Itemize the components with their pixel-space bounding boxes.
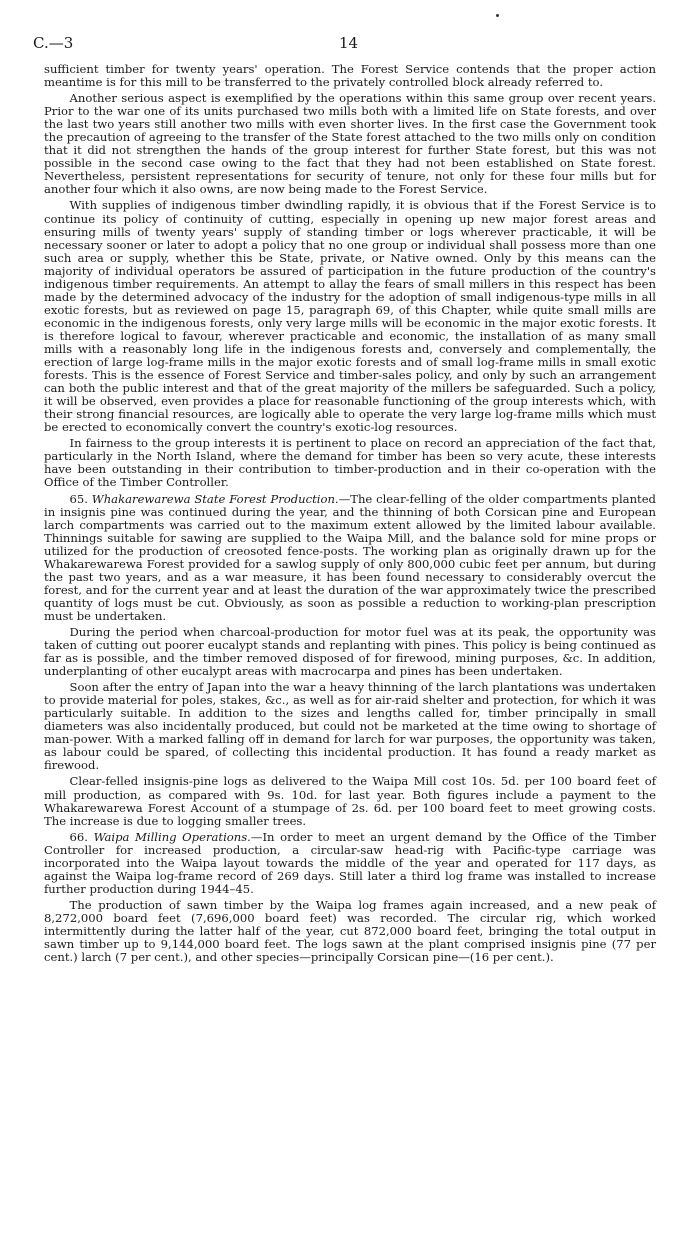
paragraph: Soon after the entry of Japan into the war a heavy thinning of the larch plantations was undertaken to provide material for poles, stakes, &c., as well as for air-raid shelter and protection, for which it was particularly suitable. In addition to the sizes and lengths called for, timber principally in small diameters was also incidentally produced, but could not be marketed at the time owing to shortage of man-power. With a marked falling off in demand for larch for war purposes, the opportunity was taken, as labour could be spared, of collecting this incidental production. It has found a ready market as firewood. <box>44 680 656 773</box>
body-text <box>44 63 656 967</box>
section-number: 65. <box>69 491 88 506</box>
paragraph: In fairness to the group interests it is pertinent to place on record an appreciation of the fact that, particularly in the North Island, where the demand for timber has been so very acute, these interests have been outstanding in their contribution to timber-production and in their co-operation with the Office of the Timber Controller. <box>44 436 656 490</box>
section-paragraph: 65. Whakarewarewa State Forest Production.—The clear-felling of the older compartments planted in insignis pine was continued during the year, and the thinning of both Corsican pine and European larch compartments was carried out to the maximum extent allowed by the limited labour available. Thinnings suitable for sawing are supplied to the Waipa Mill, and the balance sold for mine props or utilized for the production of creosoted fence-posts. The working plan as originally drawn up for the Whakarewarewa Forest provided for a sawlog supply of only 800,000 cubic feet per annum, but during the past two years, and as a war measure, it has been found necessary to considerably overcut the forest, and for the current year and at least the duration of the war approximately twice the prescribed quantity of logs must be cut. Obviously, as soon as possible a reduction to working-plan prescription must be undertaken. <box>44 491 656 623</box>
document-reference: C.—3 <box>33 34 74 52</box>
scan-speck <box>496 14 499 17</box>
paragraph: sufficient timber for twenty years' operation. The Forest Service contends that the proper action meantime is for this mill to be transferred to the privately controlled block already referred to. <box>44 62 656 90</box>
section-title: Waipa Milling Operations. <box>93 829 251 844</box>
paragraph: Another serious aspect is exemplified by the operations within this same group over recent years. Prior to the war one of its units purchased two mills both with a limited life on State forests, and over the last two years still another two mills with even shorter lives. In the first case the Government took the precaution of agreeing to the transfer of the State forest attached to the two mills only on condition that it did not strengthen the hands of the group interest for further State forest, but this was not possible in the second case owing to the fact that they had not been established on State forest. Nevertheless, persistent representations for security of tenure, not only for these four mills but for another four which it also owns, are now being made to the Forest Service. <box>44 91 656 197</box>
section-paragraph: 66. Waipa Milling Operations.—In order to meet an urgent demand by the Office of the Timber Controller for increased production, a circular-saw head-rig with Pacific-type carriage was incorporated into the Waipa layout towards the middle of the year and operated for 117 days, as against the Waipa log-frame record of 269 days. Still later a third log frame was installed to increase further production during 1944–45. <box>44 829 657 896</box>
section-number: 66. <box>69 829 88 844</box>
section-title: Whakarewarewa State Forest Production. <box>91 491 339 506</box>
paragraph: With supplies of indigenous timber dwindling rapidly, it is obvious that if the Forest Service is to continue its policy of continuity of cutting, especially in opening up new major forest areas and ensuring mills of twenty years' supply of standing timber or logs wherever practicable, it will be necessary sooner or later to adopt a policy that no one group or individual shall possess more than one such area or supply, whether this be State, private, or Native owned. Only by this means can the majority of individual operators be assured of participation in the future production of the country's indigenous timber requirements. An attempt to allay the fears of small millers in this respect has been made by the determined advocacy of the industry for the adoption of small indigenous-type mills in all exotic forests, but as reviewed on page 15, paragraph 69, of this Chapter, while quite small mills are economic in the indigenous forests, only very large mills will be economic in the major exotic forests. It is therefore logical to favour, wherever practicable and economic, the installation of as many small mills with a reasonably long life in the indigenous forests and, conversely and complementally, the erection of large log-frame mills in the major exotic forests and of small log-frame mills in small exotic forests. This is the essence of Forest Service and timber-sales policy, and only by such an arrangement can both the public interest and that of the great majority of the millers be safeguarded. Such a policy, it will be observed, even provides a place for reasonable functioning of the group interests which, with their strong financial resources, are logically able to operate the very large log-frame mills which must be erected to economically convert the country's exotic-log resources. <box>44 198 656 435</box>
page-number: 14 <box>339 34 359 52</box>
page-header <box>33 34 657 54</box>
paragraph: Clear-felled insignis-pine logs as delivered to the Waipa Mill cost 10s. 5d. per 100 board feet of mill production, as compared with 9s. 10d. for last year. Both figures include a payment to the Whakarewarewa Forest Account of a stumpage of 2s. 6d. per 100 board feet to meet growing costs. The increase is due to logging smaller trees. <box>44 774 656 828</box>
paragraph: The production of sawn timber by the Waipa log frames again increased, and a new peak of 8,272,000 board feet (7,696,000 board feet) was recorded. The circular rig, which worked intermittently during the latter half of the year, cut 872,000 board feet, bringing the total output in sawn timber up to 9,144,000 board feet. The logs sawn at the plant comprised insignis pine (77 per cent.) larch (7 per cent.), and other species—principally Corsican pine—(16 per cent.). <box>44 897 656 965</box>
paragraph: During the period when charcoal-production for motor fuel was at its peak, the opportunity was taken of cutting out poorer eucalypt stands and replanting with pines. This policy is being continued as far as is possible, and the timber removed disposed of for firewood, mining purposes, &c. In addition, underplanting of other eucalypt areas with macrocarpa and pines has been undertaken. <box>44 624 656 679</box>
